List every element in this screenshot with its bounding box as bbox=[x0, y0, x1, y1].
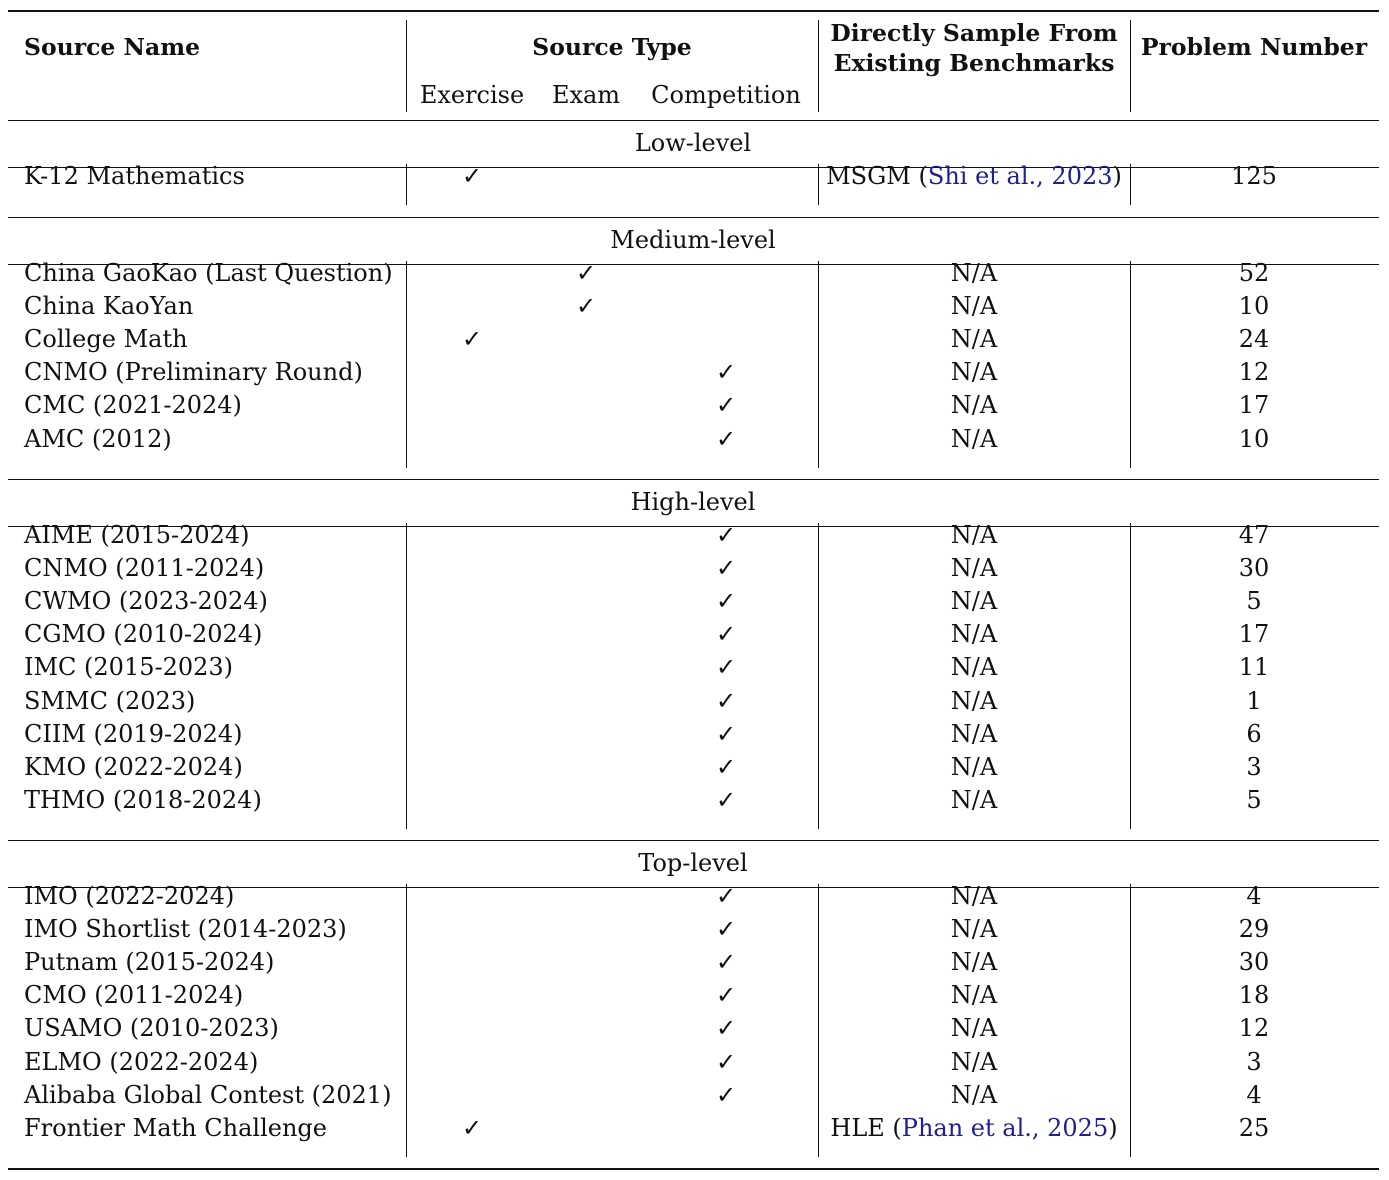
benchmark-name: MSGM ( bbox=[826, 162, 928, 190]
citation-link[interactable]: Phan et al., 2025 bbox=[901, 1113, 1109, 1142]
benchmark-cell: N/A bbox=[950, 620, 998, 649]
benchmark-name: HLE ( bbox=[830, 1113, 902, 1142]
check-mark-competition: ✓ bbox=[715, 391, 737, 420]
problem-count-cell: 29 bbox=[1238, 915, 1270, 944]
section-rule bbox=[8, 479, 1379, 480]
check-mark-exercise: ✓ bbox=[461, 162, 483, 190]
check-mark-competition: ✓ bbox=[715, 686, 737, 715]
benchmark-cell: N/A bbox=[950, 424, 998, 453]
source-name-cell: CNMO (Preliminary Round) bbox=[24, 358, 363, 387]
source-name-cell: Putnam (2015-2024) bbox=[24, 948, 275, 977]
source-name-cell: CIIM (2019-2024) bbox=[24, 719, 243, 748]
problem-count-cell: 25 bbox=[1238, 1113, 1270, 1142]
source-name-cell: K-12 Mathematics bbox=[24, 162, 245, 190]
benchmark-cell: N/A bbox=[950, 882, 998, 910]
check-mark-competition: ✓ bbox=[715, 948, 737, 977]
column-divider-2 bbox=[818, 261, 819, 468]
header-source-name: Source Name bbox=[24, 33, 201, 61]
benchmark-cell: N/A bbox=[950, 948, 998, 977]
column-divider-1 bbox=[406, 164, 407, 205]
problem-count-cell: 12 bbox=[1238, 1014, 1270, 1043]
source-name-cell: China KaoYan bbox=[24, 292, 194, 321]
benchmark-cell: N/A bbox=[950, 325, 998, 354]
source-name-cell: IMO Shortlist (2014-2023) bbox=[24, 915, 347, 944]
benchmark-cell: N/A bbox=[950, 521, 998, 549]
problem-count-cell: 5 bbox=[1246, 587, 1262, 616]
source-name-cell: KMO (2022-2024) bbox=[24, 752, 243, 781]
header-problem-number: Problem Number bbox=[1140, 33, 1368, 61]
benchmark-cell: N/A bbox=[950, 391, 998, 420]
bottom-rule bbox=[8, 1168, 1379, 1170]
column-divider-3 bbox=[1130, 523, 1131, 829]
problem-count-cell: 18 bbox=[1238, 981, 1270, 1010]
check-mark-competition: ✓ bbox=[715, 915, 737, 944]
problem-count-cell: 12 bbox=[1238, 358, 1270, 387]
citation-close-paren: ) bbox=[1112, 162, 1122, 190]
column-divider-3 bbox=[1130, 261, 1131, 468]
source-name-cell: IMO (2022-2024) bbox=[24, 882, 235, 910]
top-rule bbox=[8, 10, 1379, 12]
check-mark-competition: ✓ bbox=[715, 1047, 737, 1076]
check-mark-exam: ✓ bbox=[575, 259, 597, 287]
check-mark-competition: ✓ bbox=[715, 620, 737, 649]
column-divider-1 bbox=[406, 523, 407, 829]
benchmark-cell: N/A bbox=[950, 981, 998, 1010]
column-divider-3 bbox=[1130, 884, 1131, 1157]
check-mark-competition: ✓ bbox=[715, 358, 737, 387]
check-mark-competition: ✓ bbox=[715, 424, 737, 453]
level-title: Low-level bbox=[634, 129, 752, 157]
header-source-type: Source Type bbox=[532, 33, 692, 61]
section-rule bbox=[8, 840, 1379, 841]
benchmark-cell: N/A bbox=[950, 259, 998, 287]
problem-count-cell: 10 bbox=[1238, 424, 1270, 453]
citation-link[interactable]: Shi et al., 2023 bbox=[927, 162, 1113, 190]
header-exam: Exam bbox=[551, 81, 621, 109]
benchmark-cell: N/A bbox=[950, 358, 998, 387]
problem-count-cell: 11 bbox=[1238, 653, 1270, 682]
problem-count-cell: 3 bbox=[1246, 1047, 1262, 1076]
problem-count-cell: 24 bbox=[1238, 325, 1270, 354]
source-name-cell: ELMO (2022-2024) bbox=[24, 1047, 259, 1076]
benchmark-cell: N/A bbox=[950, 719, 998, 748]
header-bottom-rule bbox=[8, 120, 1379, 121]
check-mark-exercise: ✓ bbox=[461, 325, 483, 354]
header-divider-3 bbox=[1130, 20, 1131, 112]
benchmark-cell: N/A bbox=[950, 1080, 998, 1109]
column-divider-2 bbox=[818, 884, 819, 1157]
check-mark-competition: ✓ bbox=[715, 981, 737, 1010]
benchmark-cell: N/A bbox=[950, 653, 998, 682]
column-divider-3 bbox=[1130, 164, 1131, 205]
problem-count-cell: 125 bbox=[1231, 162, 1277, 190]
problem-count-cell: 17 bbox=[1238, 391, 1270, 420]
problem-count-cell: 17 bbox=[1238, 620, 1270, 649]
benchmark-cell: N/A bbox=[950, 587, 998, 616]
problem-count-cell: 4 bbox=[1246, 1080, 1262, 1109]
problem-count-cell: 3 bbox=[1246, 752, 1262, 781]
header-sample-line2: Existing Benchmarks bbox=[833, 49, 1115, 77]
problem-count-cell: 30 bbox=[1238, 554, 1270, 583]
benchmark-cell: N/A bbox=[950, 915, 998, 944]
problem-count-cell: 30 bbox=[1238, 948, 1270, 977]
problem-count-cell: 6 bbox=[1246, 719, 1262, 748]
header-divider-2 bbox=[818, 20, 819, 112]
benchmark-cell: N/A bbox=[950, 1014, 998, 1043]
check-mark-competition: ✓ bbox=[715, 554, 737, 583]
check-mark-competition: ✓ bbox=[715, 587, 737, 616]
column-divider-2 bbox=[818, 523, 819, 829]
level-title: Top-level bbox=[638, 849, 748, 877]
problem-count-cell: 5 bbox=[1246, 785, 1262, 814]
source-name-cell: China GaoKao (Last Question) bbox=[24, 259, 393, 287]
source-name-cell: Frontier Math Challenge bbox=[24, 1113, 327, 1142]
source-name-cell: Alibaba Global Contest (2021) bbox=[24, 1080, 392, 1109]
citation-close-paren: ) bbox=[1108, 1113, 1118, 1142]
check-mark-competition: ✓ bbox=[715, 521, 737, 549]
problem-count-cell: 52 bbox=[1238, 259, 1270, 287]
source-name-cell: College Math bbox=[24, 325, 188, 354]
check-mark-competition: ✓ bbox=[715, 752, 737, 781]
source-name-cell: SMMC (2023) bbox=[24, 686, 196, 715]
source-name-cell: CNMO (2011-2024) bbox=[24, 554, 265, 583]
check-mark-competition: ✓ bbox=[715, 1080, 737, 1109]
benchmark-cell: N/A bbox=[950, 554, 998, 583]
column-divider-2 bbox=[818, 164, 819, 205]
benchmark-cell: N/A bbox=[950, 785, 998, 814]
section-rule bbox=[8, 217, 1379, 218]
source-name-cell: AIME (2015-2024) bbox=[24, 521, 250, 549]
check-mark-competition: ✓ bbox=[715, 653, 737, 682]
header-exercise: Exercise bbox=[419, 81, 525, 109]
check-mark-competition: ✓ bbox=[715, 882, 737, 910]
check-mark-competition: ✓ bbox=[715, 1014, 737, 1043]
source-name-cell: CWMO (2023-2024) bbox=[24, 587, 268, 616]
problem-count-cell: 10 bbox=[1238, 292, 1270, 321]
problem-count-cell: 4 bbox=[1246, 882, 1262, 910]
column-divider-1 bbox=[406, 261, 407, 468]
source-name-cell: USAMO (2010-2023) bbox=[24, 1014, 279, 1043]
benchmark-cell: N/A bbox=[950, 752, 998, 781]
level-title: Medium-level bbox=[610, 226, 776, 254]
check-mark-exam: ✓ bbox=[575, 292, 597, 321]
check-mark-exercise: ✓ bbox=[461, 1113, 483, 1142]
problem-count-cell: 1 bbox=[1246, 686, 1262, 715]
benchmark-cell: N/A bbox=[950, 292, 998, 321]
header-competition: Competition bbox=[651, 81, 801, 109]
header-sample-line1: Directly Sample From bbox=[830, 19, 1118, 47]
benchmark-cell bbox=[826, 161, 1122, 191]
header-divider-1 bbox=[406, 20, 407, 112]
source-name-cell: CGMO (2010-2024) bbox=[24, 620, 263, 649]
source-name-cell: CMO (2011-2024) bbox=[24, 981, 244, 1010]
source-name-cell: AMC (2012) bbox=[24, 424, 172, 453]
source-name-cell: IMC (2015-2023) bbox=[24, 653, 234, 682]
column-divider-1 bbox=[406, 884, 407, 1157]
check-mark-competition: ✓ bbox=[715, 719, 737, 748]
check-mark-competition: ✓ bbox=[715, 785, 737, 814]
source-name-cell: THMO (2018-2024) bbox=[24, 785, 262, 814]
benchmark-cell: N/A bbox=[950, 1047, 998, 1076]
benchmark-cell bbox=[830, 1113, 1117, 1143]
problem-count-cell: 47 bbox=[1238, 521, 1270, 549]
benchmark-cell: N/A bbox=[950, 686, 998, 715]
source-name-cell: CMC (2021-2024) bbox=[24, 391, 242, 420]
level-title: High-level bbox=[630, 488, 756, 516]
